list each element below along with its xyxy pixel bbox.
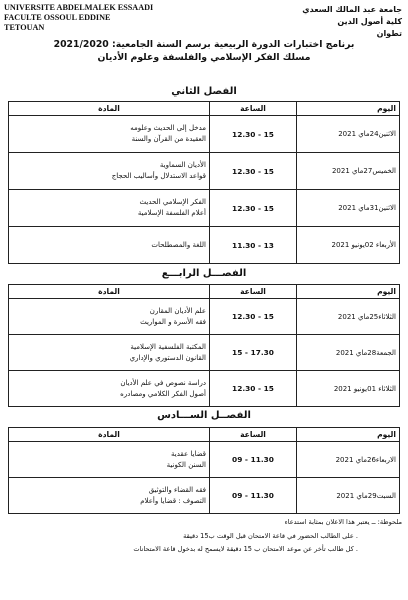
header-latin-line: FACULTE OSSOUL EDDINE — [4, 13, 111, 23]
university-header-arabic — [272, 4, 402, 40]
subject-name: علم الأديان المقارن — [149, 306, 206, 315]
exam-day: الاثنين31ماي 2021 — [297, 190, 400, 227]
subject-name: قواعد الاستدلال وأساليب الحجاج — [111, 172, 206, 180]
document-title — [0, 38, 408, 64]
exam-subjects — [9, 335, 210, 371]
exam-subjects — [9, 478, 210, 514]
table-row — [9, 299, 400, 335]
title-line-2: مسلك الفكر الإسلامي والفلسفة وعلوم الأديان — [97, 52, 311, 63]
exam-day: الأربعاء 02يونيو 2021 — [297, 227, 400, 264]
note-item: . على الطالب الحضور في قاعة الامتحان قبل الوقت ب15 دقيقة — [183, 531, 358, 540]
table-header-row — [9, 102, 400, 116]
column-header-time: الساعة — [210, 102, 297, 116]
exam-time: 15 - 12.30 — [210, 153, 297, 190]
header-latin-line: TETOUAN — [4, 23, 45, 33]
subject-name: مدخل إلى الحديث وعلومه — [130, 124, 206, 132]
table-row — [9, 335, 400, 371]
exam-subjects — [9, 116, 210, 153]
table-row — [9, 478, 400, 514]
exam-subjects — [9, 190, 210, 227]
header-latin-line: UNIVERSITE ABDELMALEK ESSAADI — [4, 3, 154, 12]
table-header-row — [9, 428, 400, 442]
exam-day: الاثنين24ماي 2021 — [297, 116, 400, 153]
exam-time: 11.30 - 09 — [210, 442, 297, 478]
subject-name: أعلام الفلسفة الإسلامية — [137, 209, 206, 217]
column-header-day: اليوم — [297, 285, 400, 299]
subject-name: أصول الفكر الكلامي ومصادره — [120, 389, 206, 398]
subject-name: فقه القضاء والتوثيق — [148, 485, 206, 494]
column-header-subject: المادة — [9, 285, 210, 299]
exam-time: 15 - 12.30 — [210, 371, 297, 407]
exam-subjects — [9, 371, 210, 407]
exam-time: 15 - 12.30 — [210, 190, 297, 227]
column-header-day: اليوم — [297, 102, 400, 116]
subject-name: اللغة والمصطلحات — [151, 240, 206, 249]
exam-day: الثلاثاء 01يونيو 2021 — [297, 371, 400, 407]
exam-time: 11.30 - 09 — [210, 478, 297, 514]
note-item: . كل طالب تأخر عن موعد الامتحان ب 15 دقيقة لايسمح له بدخول قاعة الامتحانات — [133, 545, 358, 553]
column-header-subject: المادة — [9, 102, 210, 116]
header-arabic-line: جامعة عبد المالك السعدي — [302, 5, 402, 14]
table-row — [9, 442, 400, 478]
exam-day: الخميس27ماي 2021 — [297, 153, 400, 190]
subject-name: الفكر الإسلامي الحديث — [139, 198, 206, 206]
subject-name: القانون الدستوري والإداري — [129, 353, 206, 362]
table-row — [9, 153, 400, 190]
semester-title: الفصــل الســـادس — [157, 410, 251, 421]
table-header-row — [9, 285, 400, 299]
exam-time: 13 - 11.30 — [210, 227, 297, 264]
exam-day: الاربعاء26ماي 2021 — [297, 442, 400, 478]
subject-name: العقيدة من القرآن والسنة — [131, 135, 206, 143]
exam-time: 15 - 12.30 — [210, 299, 297, 335]
note-heading: ملحوظة: ــ يعتبر هذا الاعلان بمثابة استدعاء — [284, 518, 402, 526]
subject-name: دراسة نصوص في علم الأديان — [120, 378, 206, 387]
exam-day: السبت29ماي 2021 — [297, 478, 400, 514]
exam-subjects — [9, 227, 210, 264]
university-header-latin — [4, 3, 174, 34]
exam-time: 15 - 12.30 — [210, 116, 297, 153]
exam-day: الثلاثاء25ماي 2021 — [297, 299, 400, 335]
exam-day: الجمعة28ماي 2021 — [297, 335, 400, 371]
title-line-1: برنامج اختبارات الدورة الربيعية برسم السنة الجامعية: 2021/2020 — [53, 39, 355, 50]
table-row — [9, 116, 400, 153]
subject-name: السنن الكونية — [166, 460, 206, 469]
exam-subjects — [9, 299, 210, 335]
subject-name: التصوف : قضايا وأعلام — [140, 496, 206, 505]
column-header-time: الساعة — [210, 285, 297, 299]
header-arabic-line: كلية أصول الدين — [337, 17, 402, 26]
notes-section — [4, 516, 402, 557]
subject-name: المكتبة الفلسفية الإسلامية — [130, 342, 206, 351]
table-row — [9, 371, 400, 407]
subject-name: قضايا عقدية — [171, 449, 206, 458]
exam-subjects — [9, 153, 210, 190]
schedule-table-semester-6 — [8, 427, 400, 514]
table-row — [9, 227, 400, 264]
subject-name: فقه الأسرة و المواريث — [140, 317, 206, 326]
schedule-table-semester-4 — [8, 284, 400, 407]
column-header-time: الساعة — [210, 428, 297, 442]
table-row — [9, 190, 400, 227]
subject-name: الأديان السماوية — [159, 161, 206, 169]
exam-subjects — [9, 442, 210, 478]
column-header-day: اليوم — [297, 428, 400, 442]
schedule-table-semester-2 — [8, 101, 400, 264]
header-arabic-line: تطوان — [376, 29, 402, 38]
semester-title: الفصل الثاني — [171, 86, 237, 97]
exam-time: 17.30 - 15 — [210, 335, 297, 371]
semester-title: الفصـــل الرابـــع — [161, 268, 247, 279]
column-header-subject: المادة — [9, 428, 210, 442]
